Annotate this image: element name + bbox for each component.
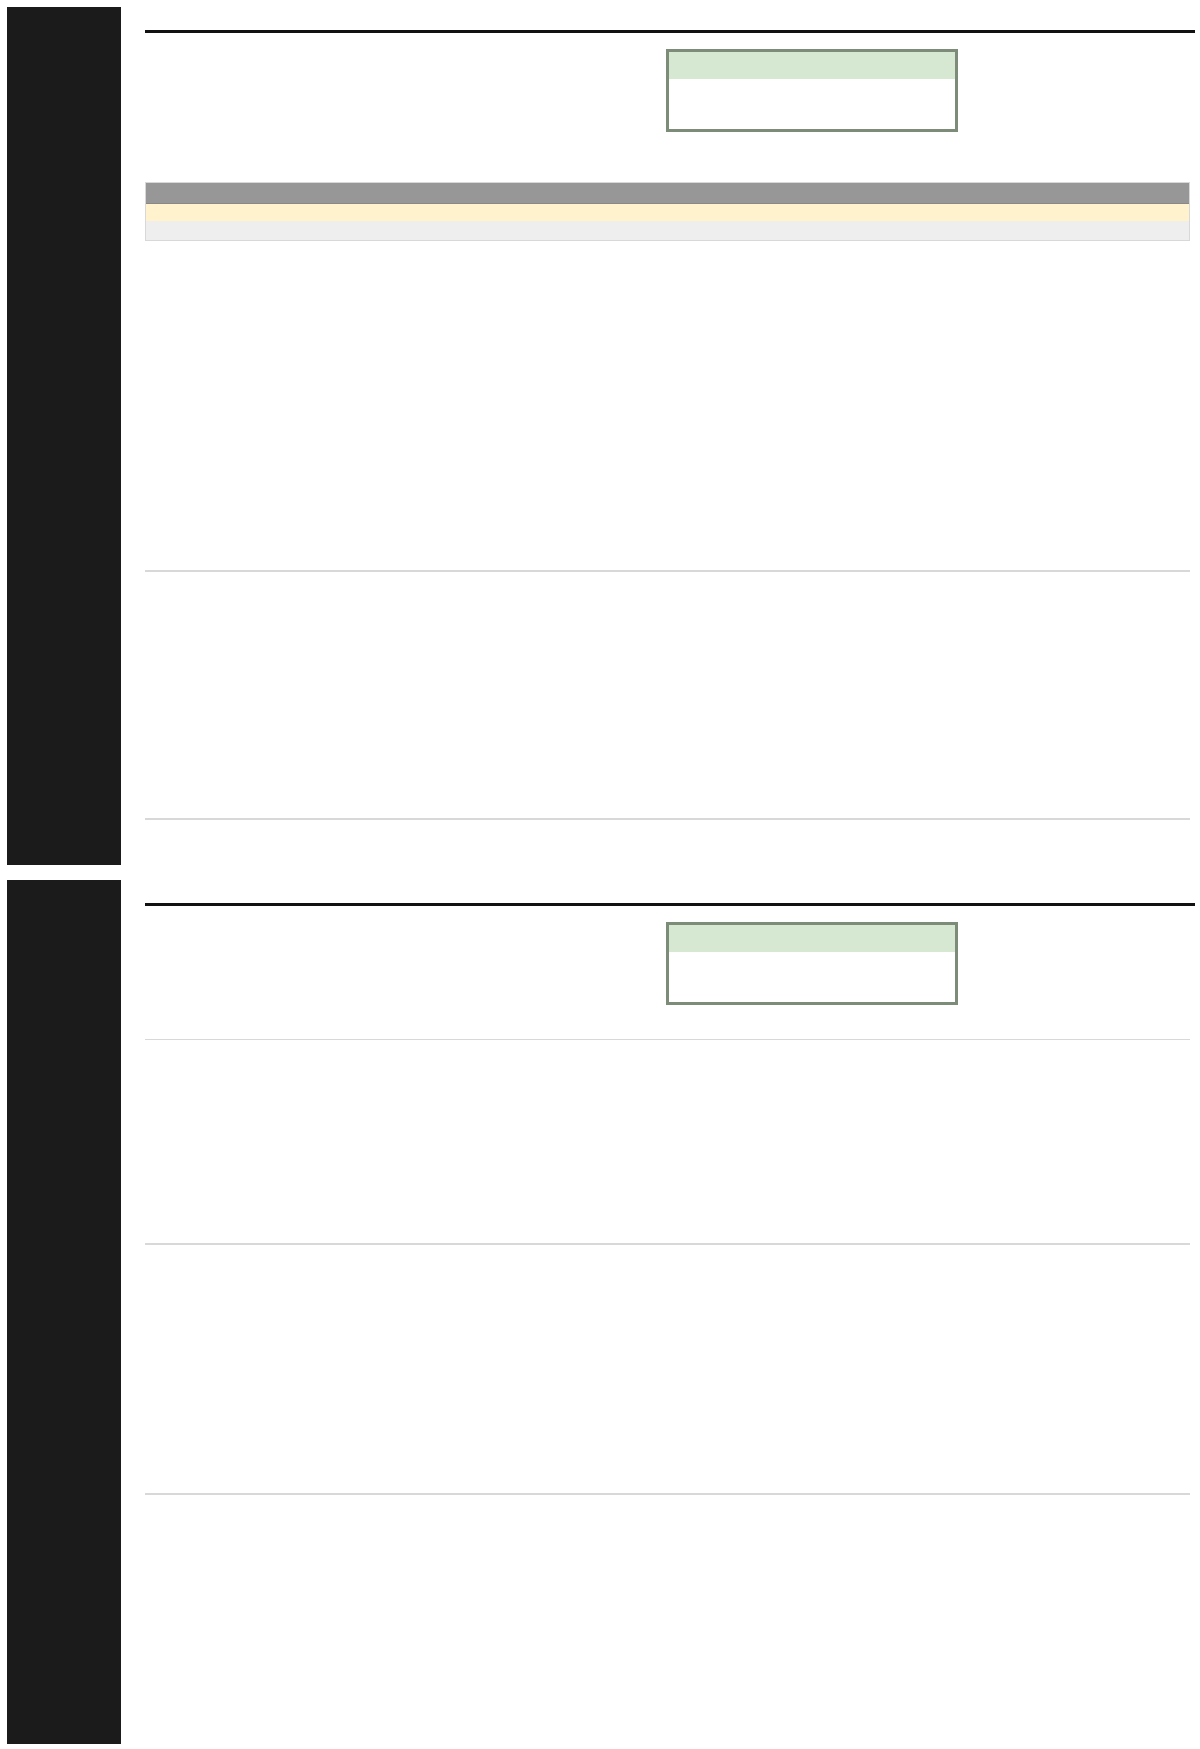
main-content [145,873,1195,1749]
screen-top [0,0,1200,870]
top-rule [145,30,1195,33]
document-tracker-title [146,183,1189,204]
document-tracker [145,182,1190,241]
screen-bottom [0,873,1200,1749]
document-tracker-header [146,221,1189,240]
sidebar [7,7,121,865]
days-until-trip-card [666,922,958,1005]
days-until-trip-label [669,925,955,952]
sidebar [7,880,121,1744]
days-until-trip-label [669,52,955,79]
document-tracker-note [146,204,1189,221]
col-status [519,221,734,240]
col-document [146,221,519,240]
top-rule [145,903,1195,906]
country-card-4 [145,1493,1190,1495]
country-card-vietnam [145,570,1190,572]
country-card-2-continued [145,1039,1190,1040]
breadcrumb [150,908,176,920]
days-until-trip-card [666,49,958,132]
breadcrumb [150,35,176,47]
col-expires-notes [772,221,1189,240]
col-packed [734,221,772,240]
main-content [145,0,1195,870]
country-card-3 [145,1243,1190,1245]
country-card-2 [145,818,1190,820]
